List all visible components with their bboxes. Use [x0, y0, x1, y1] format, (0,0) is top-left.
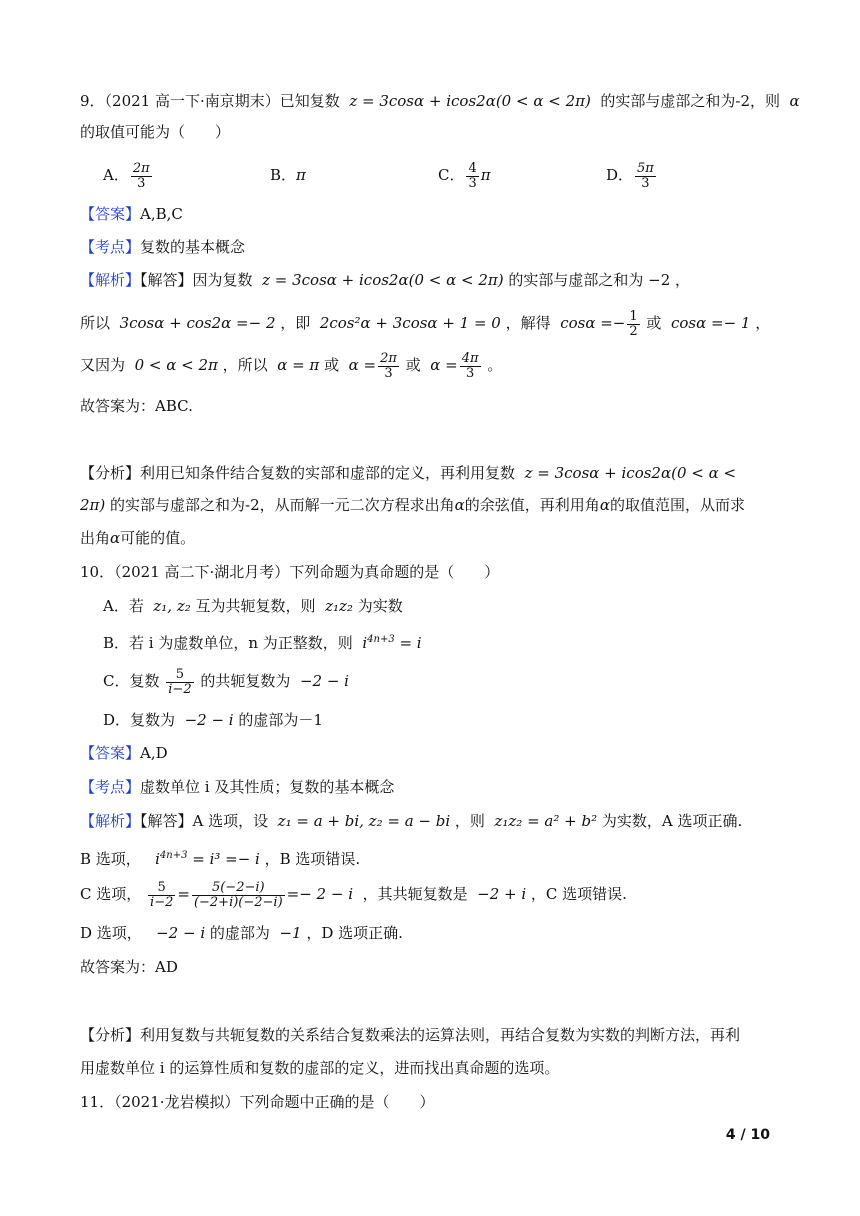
- q10-stem: [80, 561, 499, 583]
- q10-opt-d-b: 的虚部为－1: [238, 711, 323, 729]
- q10-kp-value: 虚数单位 i 及其性质；复数的基本概念: [140, 778, 395, 796]
- q10-jx-c: 为实数，A 选项正确.: [601, 812, 743, 830]
- q10-lc-c: ，C 选项错误.: [530, 885, 627, 903]
- q9-analysis-line3: 又因为 0 < α < 2π ，所以 α = π 或 α = $\frac{2\pi}{3}$ 或 α = $\frac{4\pi}{3}$ 。: [80, 350, 503, 381]
- q10-analysis-d: D 选项， −2 − i 的虚部为 −1 ，D 选项正确.: [80, 924, 403, 942]
- q9-jx-l2b: ，即: [280, 314, 311, 332]
- q9-jx-l1b: 的实部与虚部之和为: [508, 271, 644, 289]
- q11-stem: [80, 1091, 435, 1113]
- q9-answer: [80, 203, 183, 225]
- q9-jx-l3c: 或: [324, 356, 340, 374]
- q9-fenxi-line2: 2π) 的实部与虚部之和为-2，从而解一元二次方程求出角α的余弦值，再利用角α的取值范围，从而求: [80, 496, 745, 514]
- q10-option-d: D．复数为 −2 − i 的虚部为－1: [103, 711, 323, 729]
- q9-option-b: B．π: [270, 166, 306, 184]
- q10-answer-tag: 【答案】: [80, 744, 141, 762]
- page-number: 4 / 10: [725, 1127, 770, 1143]
- q10-fenxi-line2: [80, 1057, 559, 1079]
- q10-analysis-line1: 【解析】【解答】A 选项，设 z₁ = a + bi, z₂ = a − bi ，则 z₁z₂ = a² + b² 为实数，A 选项正确.: [80, 812, 743, 830]
- q9-answer-tag: 【答案】: [80, 205, 141, 223]
- q9-kp-value: 复数的基本概念: [140, 238, 246, 256]
- q9-conclusion-text: 故答案为：ABC.: [80, 397, 193, 415]
- q10-opt-c-a: C．复数: [103, 672, 160, 690]
- q9-jx-l3b: ，所以: [222, 356, 268, 374]
- q10-jx-tag: 【解析】: [80, 812, 141, 830]
- q9-jx-l3e: 。: [487, 356, 503, 374]
- q9-alpha: α: [784, 92, 800, 110]
- q9-option-d: [606, 160, 658, 191]
- q10-fenxi-line1: [80, 1024, 740, 1046]
- q10-jx-b: ，则: [454, 812, 485, 830]
- q9-option-a-frac: $\frac{2\pi}{3}$: [132, 160, 150, 191]
- q9-stem-line1: [80, 90, 800, 112]
- q9-conclusion: [80, 395, 193, 417]
- q9-formula-z: z = 3cosα + icos2α(0 < α < 2π): [344, 92, 596, 110]
- q9-stem-line2: [80, 121, 230, 143]
- q9-stem-a: 9．（2021 高一下·南京期末）已知复数: [80, 92, 340, 110]
- q10-opt-a-c: 为实数: [357, 597, 403, 615]
- q9-analysis-line2: 所以 3cosα + cos2α =− 2 ，即 2cos²α + 3cosα + 1 = 0 ，解得 cosα =− $\frac{1}{2}$ 或 cosα =− 1 ，: [80, 308, 771, 339]
- q10-ld-c: ，D 选项正确.: [306, 924, 403, 942]
- q9-fx-c: 的余弦值，再利用角: [464, 496, 600, 514]
- q10-lb-b: ，B 选项错误.: [264, 850, 361, 868]
- q10-lb-a: B 选项，: [80, 850, 141, 868]
- q10-fx-tag: 【分析】: [80, 1026, 141, 1044]
- q10-option-b: B．若 i 为虚数单位，n 为正整数，则 $i^{4n+3} = i$: [103, 634, 422, 652]
- q9-option-d-label: D．: [606, 166, 634, 184]
- q10-opt-c-b: 的共轭复数为: [200, 672, 291, 690]
- q10-ld-b: 的虚部为: [209, 924, 270, 942]
- q10-lc-a: C 选项，: [80, 885, 142, 903]
- q9-jx-l2a: 所以: [80, 314, 111, 332]
- q10-opt-a-b: 互为共轭复数，则: [195, 597, 316, 615]
- q10-analysis-c: C 选项， $\frac{5}{i-2}$ = $\frac{5(-2-i)}{(-2+i)(-2-i)}$ =− 2 − i ，其共轭复数是 −2 + i ，C 选项错误.: [80, 879, 627, 910]
- q10-opt-a-a: A．若: [103, 597, 144, 615]
- q9-kp-tag: 【考点】: [80, 238, 141, 256]
- q9-knowledge-point: [80, 236, 245, 258]
- q10-answer: [80, 742, 168, 764]
- q9-fx-f: 可能的值。: [120, 529, 196, 547]
- q9-option-c: C． $\frac{4}{3}$ π: [438, 160, 491, 191]
- q9-fx-tag: 【分析】: [80, 464, 141, 482]
- q9-option-c-label: C．: [438, 166, 465, 184]
- q9-jx-tag: 【解析】: [80, 271, 141, 289]
- q9-option-a: [103, 160, 154, 191]
- q10-fx-2: 用虚数单位 i 的运算性质和复数的虚部的定义，进而找出真命题的选项。: [80, 1059, 560, 1077]
- q9-answer-value: A,B,C: [140, 205, 183, 223]
- q9-fx-a: 利用已知条件结合复数的实部和虚部的定义，再利用复数: [140, 464, 516, 482]
- q10-opt-b-a: B．若 i 为虚数单位，n 为正整数，则: [103, 634, 353, 652]
- q10-option-c: C．复数 $\frac{5}{i-2}$ 的共轭复数为 −2 − i: [103, 666, 349, 697]
- q9-fenxi-line3: 出角α可能的值。: [80, 529, 196, 547]
- q9-jx-l3a: 又因为: [80, 356, 126, 374]
- q10-conclusion: [80, 956, 178, 978]
- q9-jx-l3d: 或: [405, 356, 421, 374]
- q10-answer-value: A,D: [140, 744, 168, 762]
- q10-ld-a: D 选项，: [80, 924, 142, 942]
- q11-stem-text: 11．（2021·龙岩模拟）下列命题中正确的是（ ）: [80, 1093, 435, 1111]
- q9-stem-b: 的实部与虚部之和为-2，则: [600, 92, 780, 110]
- q10-opt-d-a: D．复数为: [103, 711, 176, 729]
- q9-option-b-label: B．: [270, 166, 297, 184]
- q9-fx-d: 的取值范围，从而求: [609, 496, 745, 514]
- q10-stem-text: 10．（2021 高二下·湖北月考）下列命题为真命题的是（ ）: [80, 563, 500, 581]
- q9-jx-head: 【解答】因为复数: [140, 271, 253, 289]
- q10-fx-1: 利用复数与共轭复数的关系结合复数乘法的运算法则，再结合复数为实数的判断方法，再利: [140, 1026, 741, 1044]
- q9-jx-l2c: ，解得: [505, 314, 551, 332]
- q10-analysis-b: B 选项， $i^{4n+3} = i^3 =- i$ ，B 选项错误.: [80, 850, 361, 868]
- q9-option-c-frac: $\frac{4}{3}$: [468, 160, 477, 191]
- q9-analysis-line1: 【解析】【解答】因为复数 z = 3cosα + icos2α(0 < α < 2π) 的实部与虚部之和为 −2 ，: [80, 271, 691, 289]
- q10-jx-a: 【解答】A 选项，设: [140, 812, 269, 830]
- q10-conclusion-text: 故答案为：AD: [80, 958, 178, 976]
- q9-stem-c: 的取值可能为（ ）: [80, 123, 231, 141]
- q9-option-a-label: A．: [103, 166, 129, 184]
- q9-option-d-frac: $\frac{5\pi}{3}$: [637, 160, 654, 191]
- q9-fx-b: 的实部与虚部之和为-2，从而解一元二次方程求出角: [110, 496, 455, 514]
- q10-kp-tag: 【考点】: [80, 778, 141, 796]
- q9-fx-e: 出角: [80, 529, 111, 547]
- q9-jx-l2d: 或: [646, 314, 662, 332]
- q10-lc-b: ，其共轭复数是: [362, 885, 468, 903]
- q9-fenxi-line1: 【分析】利用已知条件结合复数的实部和虚部的定义，再利用复数 z = 3cosα + icos2α(0 < α <: [80, 464, 737, 482]
- q10-option-a: A．若 z₁, z₂ 互为共轭复数，则 z₁z₂ 为实数: [103, 597, 403, 615]
- q10-knowledge-point: [80, 776, 394, 798]
